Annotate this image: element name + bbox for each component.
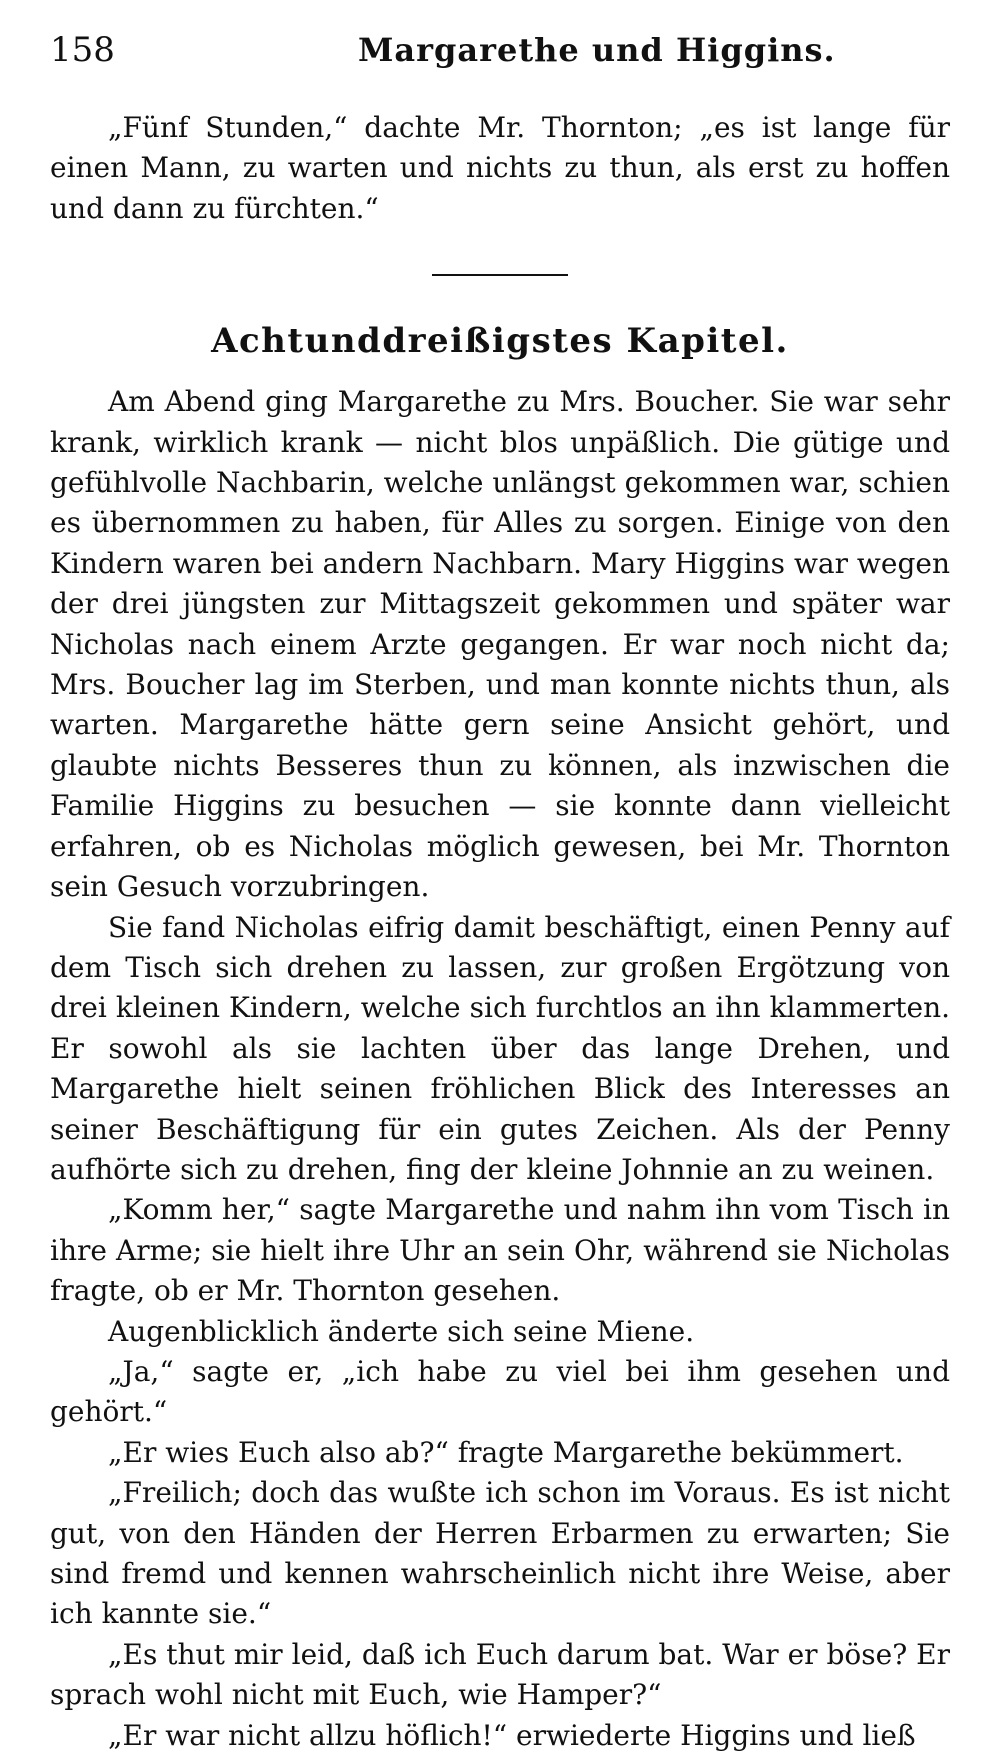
opening-paragraph: „Fünf Stunden,“ dachte Mr. Thornton; „es ist lange für einen Mann, zu warten und nichts zu thun, als erst zu hoffen und dann zu fürchten.“ — [50, 111, 950, 225]
paragraph: Am Abend ging Margarethe zu Mrs. Boucher. Sie war sehr krank, wirklich krank — nicht blos unpäßlich. Die gütige und gefühlvolle Nachbarin, welche unlängst gekommen war, schien es übernommen zu haben, für Alles zu sorgen. Einige von den Kindern waren bei andern Nachbarn. Mary Higgins war wegen der drei jüngsten zur Mittagszeit gekommen und später war Nicholas nach einem Arzte gegangen. Er war noch nicht da; Mrs. Boucher lag im Sterben, und man konnte nichts thun, als warten. Margarethe hätte gern seine Ansicht gehört, und glaubte nichts Besseres thun zu können, als inzwischen die Familie Higgins zu besuchen — sie konnte dann vielleicht erfahren, ob es Nicholas möglich gewesen, bei Mr. Thornton sein Gesuch vorzubringen. — [50, 385, 950, 904]
paragraph: „Es thut mir leid, daß ich Euch darum bat. War er böse? Er sprach wohl nicht mit Euch, wie Hamper?“ — [50, 1637, 950, 1712]
chapter-title: Achtunddreißigstes Kapitel. — [211, 321, 789, 362]
paragraph: Augenblicklich änderte sich seine Miene. — [108, 1314, 695, 1348]
running-head: Margarethe und Higgins. — [358, 31, 836, 69]
opening-section — [50, 108, 950, 229]
paragraph: Sie fand Nicholas eifrig damit beschäftigt, einen Penny auf dem Tisch sich drehen zu lassen, zur großen Ergötzung von drei kleinen Kindern, welche sich furchtlos an ihn klammerten. Er sowohl als sie lachten über das lange Drehen, und Margarethe hielt seinen fröhlichen Blick des Interesses an seiner Beschäftigung für ein gutes Zeichen. Als der Penny aufhörte sich zu drehen, fing der kleine Johnnie an zu weinen. — [50, 910, 950, 1186]
paragraph: „Er wies Euch also ab?“ fragte Margarethe bekümmert. — [108, 1435, 904, 1469]
chapter-body — [50, 382, 950, 1756]
page-header — [50, 30, 950, 86]
paragraph: „Freilich; doch das wußte ich schon im Voraus. Es ist nicht gut, von den Händen der Herren Erbarmen zu erwarten; Sie sind fremd und kennen wahrscheinlich nicht ihre Weise, aber ich kannte sie.“ — [50, 1476, 950, 1631]
paragraph: „Komm her,“ sagte Margarethe und nahm ihn vom Tisch in ihre Arme; sie hielt ihre Uhr an sein Ohr, während sie Nicholas fragte, ob er Mr. Thornton gesehen. — [50, 1193, 950, 1308]
page-number: 158 — [50, 30, 115, 70]
section-divider — [432, 274, 568, 276]
paragraph: „Ja,“ sagte er, „ich habe zu viel bei ihm gesehen und gehört.“ — [50, 1354, 950, 1429]
book-page — [50, 30, 950, 1756]
paragraph: „Er war nicht allzu höflich!“ erwiederte Higgins und ließ — [108, 1718, 916, 1752]
